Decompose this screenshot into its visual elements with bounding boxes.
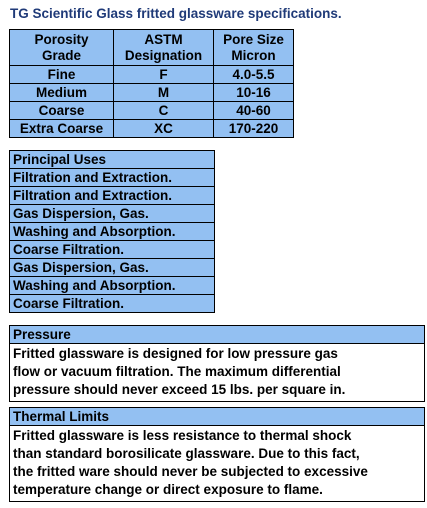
table-cell: 40-60 <box>214 102 294 120</box>
astm-designation-header <box>114 30 214 66</box>
list-item: Coarse Filtration. <box>9 295 215 313</box>
table-row <box>10 66 294 84</box>
table-cell: 4.0-5.5 <box>214 66 294 84</box>
pressure-header: Pressure <box>9 325 425 344</box>
list-item: Coarse Filtration. <box>9 241 215 259</box>
pressure-text <box>9 344 425 402</box>
principal-uses-header: Principal Uses <box>9 150 215 169</box>
header-line: Porosity <box>34 31 89 47</box>
table-cell: Medium <box>10 84 114 102</box>
pore-size-header <box>214 30 294 66</box>
list-item: Filtration and Extraction. <box>9 169 215 187</box>
pressure-section <box>9 325 425 402</box>
table-cell: 10-16 <box>214 84 294 102</box>
table-cell: F <box>114 66 214 84</box>
table-cell: M <box>114 84 214 102</box>
header-line: Grade <box>41 47 82 63</box>
text-line: the fritted ware should never be subjected to excessive <box>13 464 368 479</box>
table-row <box>10 120 294 138</box>
page-title: TG Scientific Glass fritted glassware specifications. <box>10 6 342 21</box>
table-cell: C <box>114 102 214 120</box>
table-cell: 170-220 <box>214 120 294 138</box>
thermal-limits-text <box>9 426 425 502</box>
table-row <box>10 84 294 102</box>
specifications-table <box>9 29 294 138</box>
header-line: Pore Size <box>223 31 284 47</box>
thermal-limits-section <box>9 407 425 502</box>
text-line: Fritted glassware is designed for low pressure gas <box>13 346 338 361</box>
text-line: Fritted glassware is less resistance to thermal shock <box>13 428 352 443</box>
principal-uses-list <box>9 150 215 313</box>
table-cell: Coarse <box>10 102 114 120</box>
list-item: Gas Dispersion, Gas. <box>9 205 215 223</box>
porosity-grade-header <box>10 30 114 66</box>
table-cell: XC <box>114 120 214 138</box>
list-item: Filtration and Extraction. <box>9 187 215 205</box>
text-line: flow or vacuum filtration. The maximum differential <box>13 364 341 379</box>
table-cell: Extra Coarse <box>10 120 114 138</box>
text-line: than standard borosilicate glassware. Due to this fact, <box>13 446 360 461</box>
text-line: temperature change or direct exposure to flame. <box>13 482 323 497</box>
thermal-limits-header: Thermal Limits <box>9 407 425 426</box>
list-item: Washing and Absorption. <box>9 277 215 295</box>
table-cell: Fine <box>10 66 114 84</box>
header-line: Micron <box>231 47 276 63</box>
table-header-row <box>10 30 294 66</box>
list-item: Washing and Absorption. <box>9 223 215 241</box>
text-line: pressure should never exceed 15 lbs. per square in. <box>13 382 346 397</box>
table-row <box>10 102 294 120</box>
header-line: ASTM <box>144 31 183 47</box>
list-item: Gas Dispersion, Gas. <box>9 259 215 277</box>
header-line: Designation <box>124 47 203 63</box>
